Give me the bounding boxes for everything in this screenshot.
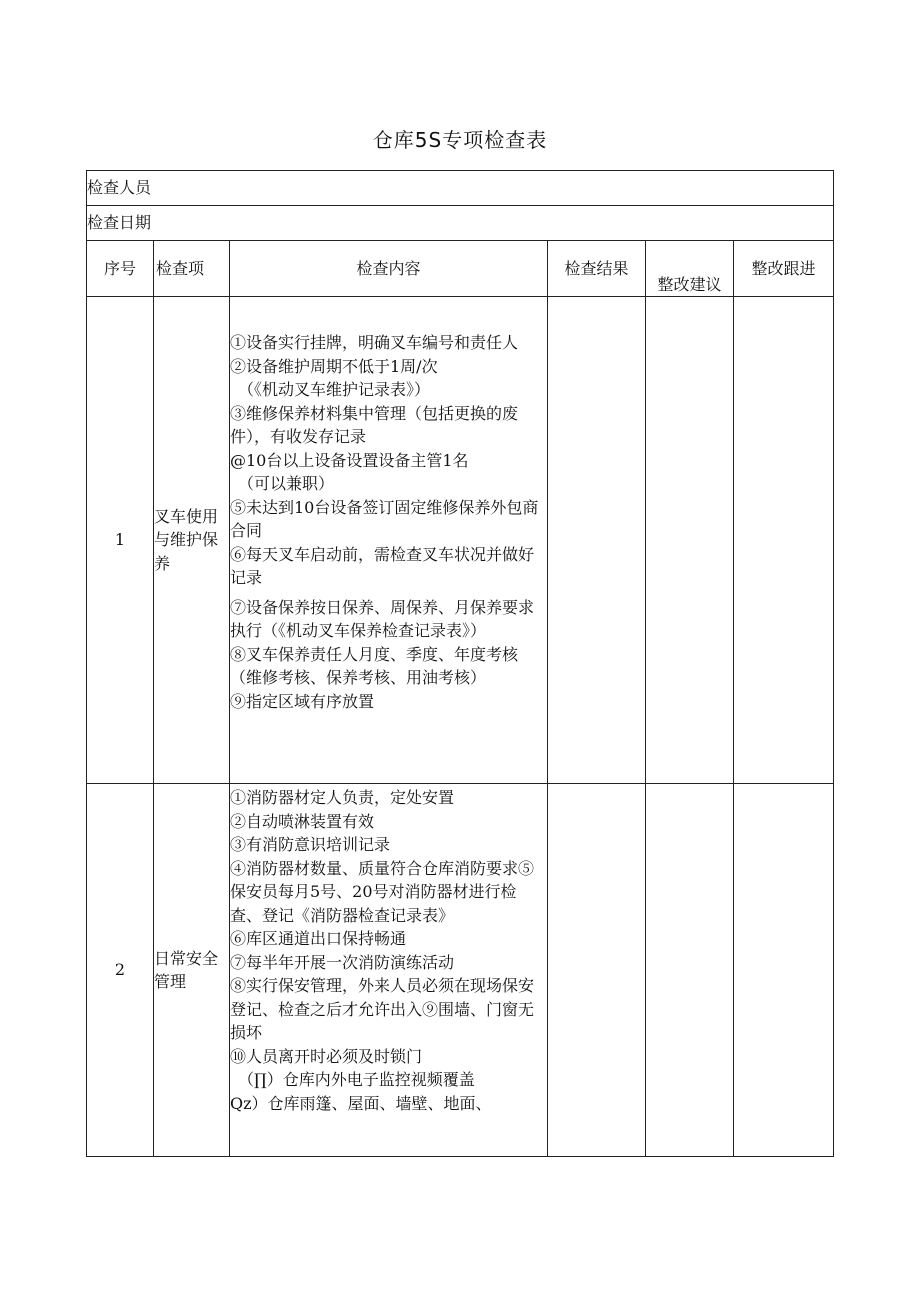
content-line: ⑧实行保安管理，外来人员必须在现场保安登记、检查之后才允许出入⑨围墙、门窗无损坏 bbox=[230, 976, 535, 1042]
content-line: ①消防器材定人负责，定处安置 bbox=[230, 788, 455, 807]
content-line: （∏）仓库内外电子监控视频覆盖 bbox=[238, 1070, 475, 1089]
check-content bbox=[230, 784, 548, 1157]
check-item: 日常安全管理 bbox=[154, 784, 230, 1157]
check-item: 叉车使用与维护保养 bbox=[154, 297, 230, 784]
header-item: 检查项 bbox=[154, 241, 230, 297]
content-line: ⑩人员离开时必须及时锁门 bbox=[230, 1046, 423, 1066]
row-number: 1 bbox=[87, 297, 154, 784]
inspection-table bbox=[86, 170, 834, 1157]
table-header-row bbox=[87, 241, 834, 297]
header-suggestion: 整改建议 bbox=[646, 241, 734, 297]
content-line: Qz）仓库雨篷、屋面、墙壁、地面、 bbox=[230, 1093, 492, 1113]
content-line: ④消防器材数量、质量符合仓库消防要求⑤保安员每月5号、20号对消防器材进行检查、登记《消防器检查记录表》 bbox=[230, 858, 535, 925]
header-no: 序号 bbox=[87, 241, 154, 297]
table-row bbox=[87, 784, 834, 1157]
date-label: 检查日期 bbox=[87, 206, 834, 241]
header-followup: 整改跟进 bbox=[734, 241, 834, 297]
followup-cell[interactable] bbox=[734, 297, 834, 784]
content-line: ⑤未达到10台设备签订固定维修保养外包商合同 bbox=[230, 497, 539, 540]
content-line: ⑧叉车保养责任人月度、季度、年度考核（维修考核、保养考核、用油考核） bbox=[230, 644, 519, 687]
result-cell[interactable] bbox=[548, 297, 646, 784]
content-line: （可以兼职） bbox=[238, 474, 335, 493]
content-line: ⑨指定区域有序放置 bbox=[230, 691, 375, 711]
content-line: ③有消防意识培训记录 bbox=[230, 835, 391, 854]
inspector-label: 检查人员 bbox=[87, 171, 834, 206]
header-result: 检查结果 bbox=[548, 241, 646, 297]
content-line: ③维修保养材料集中管理（包括更换的废件），有收发存记录 bbox=[230, 403, 519, 446]
date-row bbox=[87, 206, 834, 241]
content-line: ⑥每天叉车启动前，需检查叉车状况并做好记录 bbox=[230, 544, 535, 587]
content-line: ⑦每半年开展一次消防演练活动 bbox=[230, 952, 455, 972]
content-line: @10台以上设备设置设备主管1名 bbox=[230, 450, 469, 470]
result-cell[interactable] bbox=[548, 784, 646, 1157]
document-title: 仓库5S专项检查表 bbox=[372, 128, 548, 152]
content-line: ②设备维护周期不低于1周/次 bbox=[230, 356, 438, 376]
inspector-row bbox=[87, 171, 834, 206]
row-number: 2 bbox=[87, 784, 154, 1157]
check-content bbox=[230, 297, 548, 784]
suggestion-cell[interactable] bbox=[646, 297, 734, 784]
header-content: 检查内容 bbox=[230, 241, 548, 297]
content-line: ⑦设备保养按日保养、周保养、月保养要求执行（《机动叉车保养检查记录表》） bbox=[230, 597, 535, 640]
content-line: （《机动叉车维护记录表》） bbox=[238, 380, 431, 399]
followup-cell[interactable] bbox=[734, 784, 834, 1157]
table-row bbox=[87, 297, 834, 784]
content-line: ⑥库区通道出口保持畅通 bbox=[230, 929, 407, 948]
content-line: ②自动喷淋装置有效 bbox=[230, 811, 375, 831]
content-line: ①设备实行挂牌，明确叉车编号和责任人 bbox=[230, 333, 519, 352]
suggestion-cell[interactable] bbox=[646, 784, 734, 1157]
